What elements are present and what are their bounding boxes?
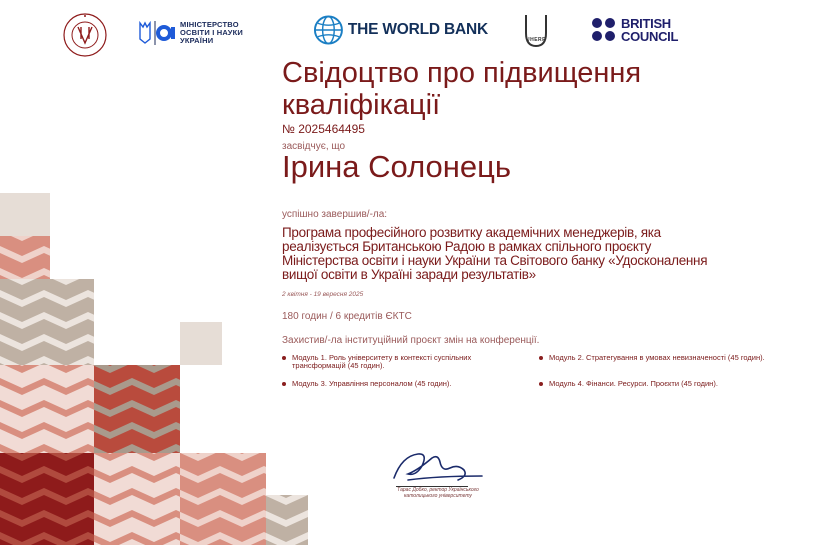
module-item: Модуль 1. Роль університету в контексті суспільних трансформацій (45 годин).	[282, 354, 522, 370]
uherp-text: UHERP	[525, 37, 546, 43]
ministry-text-line: МІНІСТЕРСТВО	[180, 20, 239, 29]
signature-caption: Тарас Добко, ректор Українського католицького університету	[397, 487, 479, 499]
british-council-text-line: COUNCIL	[621, 29, 679, 44]
certificate-number: № 2025464495	[282, 122, 365, 136]
world-bank-text: THE WORLD BANK	[347, 21, 488, 38]
certificate-title: Свідоцтво про підвищення кваліфікації	[282, 57, 642, 121]
british-council-text-line: BRITISH	[621, 16, 671, 31]
ministry-logo	[136, 18, 286, 48]
ministry-text-line: УКРАЇНИ	[180, 36, 214, 45]
program-dates: 2 квітня - 19 вересня 2025	[282, 291, 364, 298]
module-item: Модуль 4. Фінанси. Ресурси. Проєкти (45 годин).	[539, 380, 809, 388]
project-defended-note: Захистив/-ла інституційний проєкт змін на конференції.	[282, 335, 540, 346]
uherp-logo-icon	[522, 13, 550, 49]
world-bank-logo	[313, 14, 488, 46]
recipient-name: Ірина Солонець	[282, 149, 512, 184]
globe-icon	[313, 14, 344, 46]
ministry-text-line: ОСВІТИ І НАУКИ	[180, 28, 243, 37]
signature-icon	[388, 446, 488, 486]
program-hours: 180 годин / 6 кредитів ЄКТС	[282, 311, 412, 322]
british-council-dots-icon	[591, 17, 617, 43]
university-seal-icon	[62, 12, 108, 58]
completed-label: успішно завершив/-ла:	[282, 209, 388, 220]
ministry-symbol-icon	[136, 19, 176, 47]
module-item: Модуль 2. Стратегування в умовах невизначеності (45 годин).	[539, 354, 809, 362]
certifies-label: засвідчує, що	[282, 141, 346, 152]
program-description: Програма професійного розвитку академічних менеджерів, яка реалізується Британською Радою в рамках спільного проєкту Міністерства освіти і науки України та Світового банку «Удосконалення вищої освіти в Україні заради результатів»	[282, 225, 708, 282]
module-item: Модуль 3. Управління персоналом (45 годин).	[282, 380, 522, 388]
british-council-logo	[591, 16, 691, 44]
